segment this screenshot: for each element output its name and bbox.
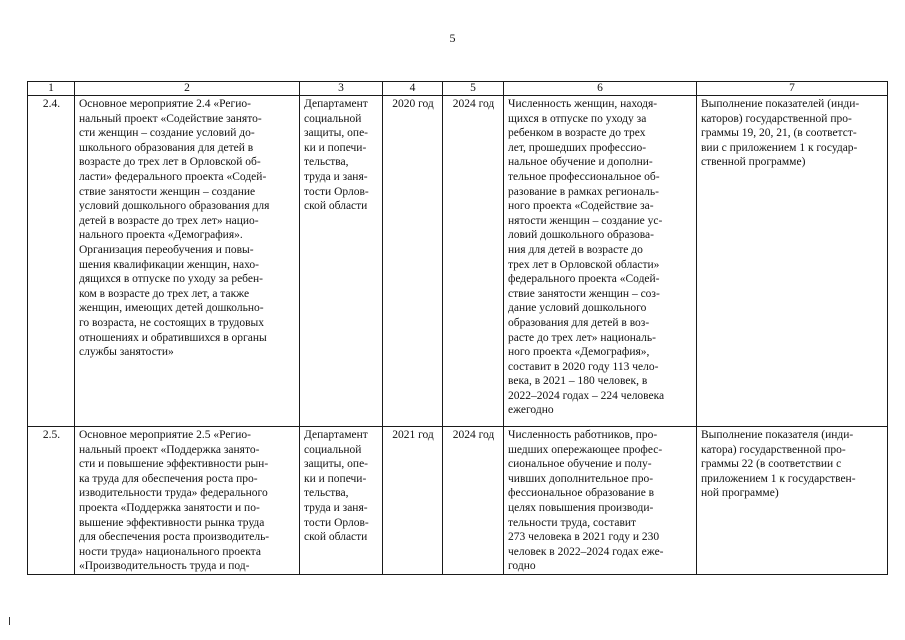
scan-margin-mark (9, 617, 10, 625)
table-header-row (28, 82, 888, 96)
end-year-cell: 2024 год (443, 427, 504, 575)
start-year-cell: 2020 год (383, 96, 443, 427)
measure-name-cell: Основное мероприятие 2.5 «Регио- нальный проект «Поддержка занято- сти и повышение эффективности рын- ка труда для обеспечения роста про- изводительности труда» федерального проекта «Поддержка занятости и по- вышение эффективности рынка труда для обеспечения роста производитель- ности труда» национального проекта «Производительность труда и под- (75, 427, 300, 575)
header-cell: 1 (28, 82, 75, 96)
page-number: 5 (449, 31, 456, 45)
indicator-link-cell: Выполнение показателей (инди- каторов) государственной про- граммы 19, 20, 21, (в соответст- вии с приложением 1 к государ- ственной программе) (697, 96, 888, 427)
table-row (28, 427, 888, 575)
measures-table (27, 81, 888, 575)
measure-name-cell: Основное мероприятие 2.4 «Регио- нальный проект «Содействие занято- сти женщин – создание условий до- школьного образования для детей в возрасте до трех лет в Орловской об- ласти» федерального проекта «Содей- ствие занятости женщин – создание условий дошкольного образования для детей в возрасте до трех лет» нацио- нального проекта «Демография». Организация переобучения и повы- шения квалификации женщин, нахо- дящихся в отпуске по уходу за ребен- ком в возрасте до трех лет, а также женщин, имеющих детей дошкольно- го возраста, не состоящих в трудовых отношениях и обратившихся в органы службы занятости» (75, 96, 300, 427)
measure-number-cell: 2.5. (28, 427, 75, 575)
measure-number-cell: 2.4. (28, 96, 75, 427)
executor-cell: Департамент социальной защиты, опе- ки и попечи- тельства, труда и заня- тости Орлов- ской области (300, 427, 383, 575)
expected-result-cell: Численность женщин, находя- щихся в отпуске по уходу за ребенком в возрасте до трех лет, прошедших профессио- нальное обучение и дополни- тельное профессиональное об- разование в рамках региональ- ного проекта «Содействие за- нятости женщин – создание ус- ловий дошкольного образова- ния для детей в возрасте до трех лет в Орловской области» федерального проекта «Содей- ствие занятости женщин – соз- дание условий дошкольного образования для детей в воз- расте до трех лет» националь- ного проекта «Демография», составит в 2020 году 113 чело- века, в 2021 – 180 человек, в 2022–2024 годах – 224 человека ежегодно (504, 96, 697, 427)
header-cell: 5 (443, 82, 504, 96)
start-year-cell: 2021 год (383, 427, 443, 575)
header-cell: 6 (504, 82, 697, 96)
header-cell: 3 (300, 82, 383, 96)
table-row (28, 96, 888, 427)
header-cell: 7 (697, 82, 888, 96)
header-cell: 2 (75, 82, 300, 96)
end-year-cell: 2024 год (443, 96, 504, 427)
header-cell: 4 (383, 82, 443, 96)
executor-cell: Департамент социальной защиты, опе- ки и попечи- тельства, труда и заня- тости Орлов- ской области (300, 96, 383, 427)
expected-result-cell: Численность работников, про- шедших опережающее профес- сиональное обучение и полу- чивших дополнительное про- фессиональное образование в целях повышения производи- тельности труда, составит 273 человека в 2021 году и 230 человек в 2022–2024 годах еже- годно (504, 427, 697, 575)
indicator-link-cell: Выполнение показателя (инди- катора) государственной про- граммы 22 (в соответствии с приложением 1 к государствен- ной программе) (697, 427, 888, 575)
